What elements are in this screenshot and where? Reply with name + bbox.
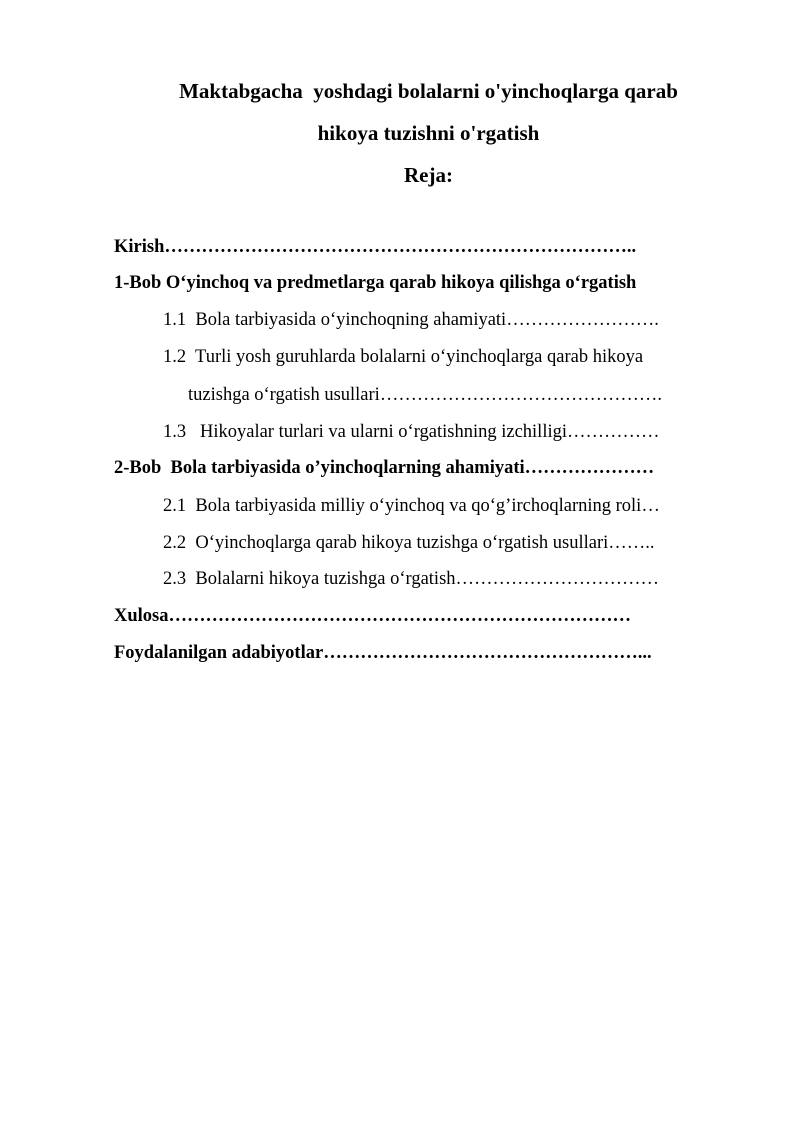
toc-entry-2-3: 2.3 Bolalarni hikoya tuzishga o‘rgatish……………………………: [163, 569, 660, 589]
document-title-line-2: hikoya tuzishni o'rgatish: [317, 121, 540, 145]
toc-entry-bob-1: 1-Bob O‘yinchoq va predmetlarga qarab hikoya qilishga o‘rgatish: [114, 273, 637, 293]
toc-entry-adabiyotlar: Foydalanilgan adabiyotlar……………………………………………...: [114, 643, 652, 663]
toc-entry-2-2: 2.2 O‘yinchoqlarga qarab hikoya tuzishga o‘rgatish usullari……..: [163, 533, 655, 553]
toc-entry-1-2-continued: tuzishga o‘rgatish usullari……………………………………….: [188, 385, 662, 405]
toc-entry-bob-2: 2-Bob Bola tarbiyasida o’yinchoqlarning ahamiyati…………………: [114, 458, 655, 478]
document-title-line-1: Maktabgacha yoshdagi bolalarni o'yinchoqlarga qarab: [179, 79, 678, 103]
toc-entry-2-1: 2.1 Bola tarbiyasida milliy o‘yinchoq va qo‘g’irchoqlarning roli…: [163, 496, 660, 516]
toc-entry-kirish: Kirish…………………………………………………………………..: [114, 237, 637, 257]
toc-entry-xulosa: Xulosa…………………………………………………………………: [114, 606, 631, 626]
toc-entry-1-2: 1.2 Turli yosh guruhlarda bolalarni o‘yinchoqlarga qarab hikoya: [163, 347, 644, 367]
toc-entry-1-1: 1.1 Bola tarbiyasida o‘yinchoqning ahamiyati…………………….: [163, 310, 659, 330]
plan-heading: Reja:: [404, 163, 453, 187]
toc-entry-1-3: 1.3 Hikoyalar turlari va ularni o‘rgatishning izchilligi……………: [163, 422, 660, 442]
